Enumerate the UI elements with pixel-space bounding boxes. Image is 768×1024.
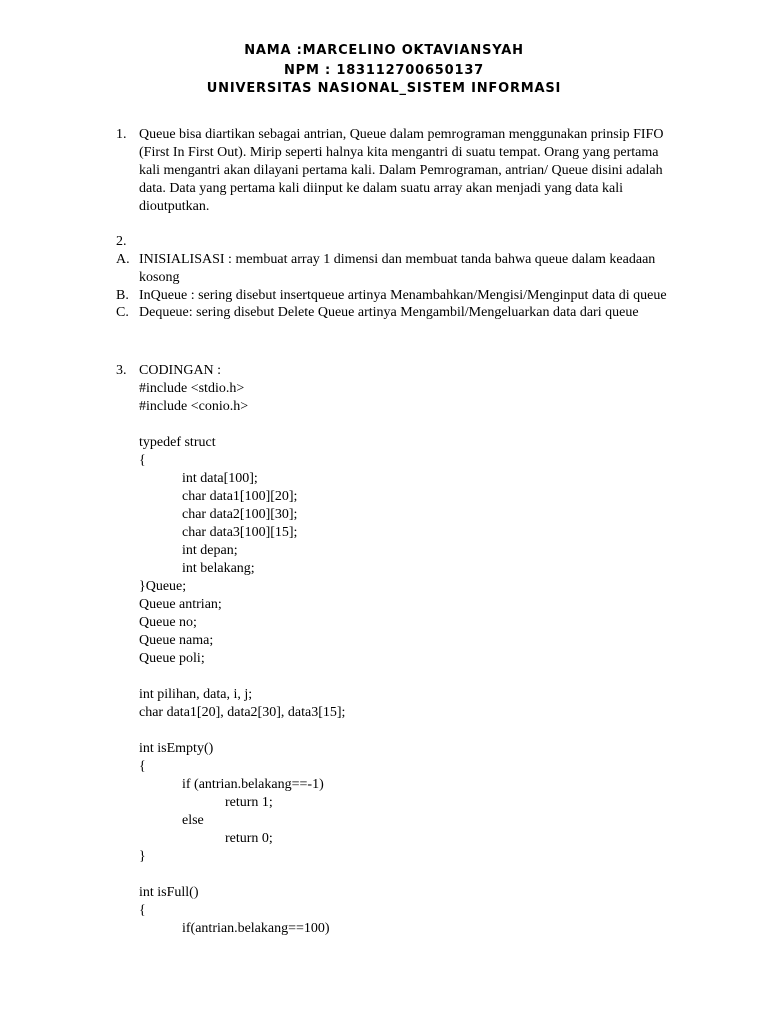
q2-item-text: kosong [139, 270, 180, 285]
code-line: }Queue; [139, 579, 187, 594]
code-line: { [139, 903, 146, 918]
code-line: int data[100]; [182, 471, 258, 486]
code-line: int belakang; [182, 561, 255, 576]
code-line: { [139, 453, 146, 468]
code-line: int isFull() [139, 885, 199, 900]
code-line: Queue no; [139, 615, 197, 630]
q1-number: 1. [116, 127, 127, 142]
q2-item-text: InQueue : sering disebut insertqueue artinya Menambahkan/Mengisi/Menginput data di queue [139, 288, 667, 303]
q2-item-letter: B. [116, 288, 129, 303]
q2-item-text: INISIALISASI : membuat array 1 dimensi dan membuat tanda bahwa queue dalam keadaan [139, 252, 656, 267]
code-line: } [139, 849, 146, 864]
q2-item-text: Dequeue: sering disebut Delete Queue artinya Mengambil/Mengeluarkan data dari queue [139, 305, 639, 320]
code-line: int pilihan, data, i, j; [139, 687, 253, 702]
student-npm: NPM : 183112700650137 [283, 63, 485, 78]
q3-number: 3. [116, 363, 127, 378]
q1-line: (First In First Out). Mirip seperti halnya kita mengantri di suatu tempat. Orang yang pertama [139, 145, 659, 160]
q1-line: kali mengantri akan dilayani pertama kali. Dalam Pemrograman, antrian/ Queue disini adalah [139, 163, 663, 178]
code-line: else [182, 813, 204, 828]
q2-number: 2. [116, 234, 127, 249]
q1-line: data. Data yang pertama kali diinput ke dalam suatu array akan menjadi yang data kali [139, 181, 623, 196]
code-line: Queue nama; [139, 633, 214, 648]
code-line: return 0; [225, 831, 273, 846]
code-line: return 1; [225, 795, 273, 810]
q2-item-letter: A. [116, 252, 130, 267]
student-name: NAMA :MARCELINO OKTAVIANSYAH [244, 43, 524, 58]
code-line: char data2[100][30]; [182, 507, 298, 522]
code-line: #include <stdio.h> [139, 381, 245, 396]
university-name: UNIVERSITAS NASIONAL_SISTEM INFORMASI [206, 81, 562, 96]
code-line: char data1[20], data2[30], data3[15]; [139, 705, 346, 720]
q1-line: dioutputkan. [139, 199, 210, 214]
code-line: #include <conio.h> [139, 399, 249, 414]
code-line: char data3[100][15]; [182, 525, 298, 540]
code-line: if (antrian.belakang==-1) [182, 777, 324, 792]
code-line: Queue poli; [139, 651, 205, 666]
q1-line: Queue bisa diartikan sebagai antrian, Queue dalam pemrograman menggunakan prinsip FIFO [139, 127, 664, 142]
code-line: typedef struct [139, 435, 216, 450]
code-line: char data1[100][20]; [182, 489, 298, 504]
code-line: if(antrian.belakang==100) [182, 921, 330, 936]
q3-title: CODINGAN : [139, 363, 222, 378]
q2-item-letter: C. [116, 305, 129, 320]
code-line: { [139, 759, 146, 774]
code-line: int isEmpty() [139, 741, 214, 756]
code-line: int depan; [182, 543, 238, 558]
code-line: Queue antrian; [139, 597, 222, 612]
